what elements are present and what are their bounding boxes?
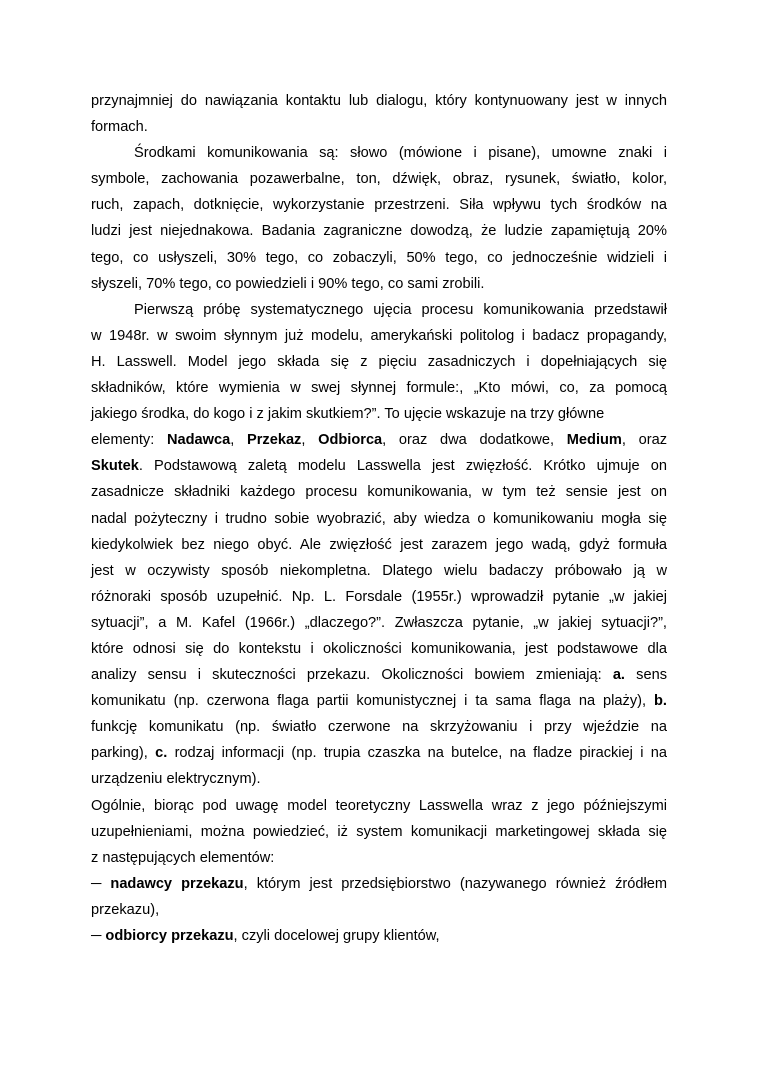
text-line: z następujących elementów: — [91, 849, 275, 866]
text-segment: , oraz — [621, 432, 668, 449]
text-line — [91, 453, 667, 479]
text-segment: parking), — [91, 745, 156, 762]
bold-term: odbiorcy przekazu — [105, 928, 234, 944]
text-line: jakiego środka, do kogo i z jakim skutkiem?”. To ujęcie wskazuje na trzy główne — [91, 406, 605, 423]
text-line: w 1948r. w swoim słynnym już modelu, amerykański politolog i badacz propagandy, — [91, 327, 667, 344]
text-line: słyszeli, 70% tego, co powiedzieli i 90% tego, co sami zrobili. — [91, 275, 485, 292]
paragraph — [91, 88, 667, 140]
text-line: nadal pożyteczny i trudno sobie wyobrazić, aby wiedza o komunikowaniu mogła się — [91, 510, 667, 527]
text-line: symbole, zachowania pozawerbalne, ton, dźwięk, obraz, rysunek, światło, kolor, — [91, 171, 667, 188]
text-line: przekazu), — [91, 901, 160, 918]
text-segment: analizy sensu i skuteczności przekazu. Okoliczności bowiem zmieniają: — [91, 667, 613, 684]
bold-term: Odbiorca — [318, 432, 383, 449]
text-segment: , — [301, 432, 319, 449]
text-line — [91, 923, 667, 949]
text-segment: ─ — [91, 928, 106, 944]
text-segment: , którym jest przedsiębiorstwo (nazywanego również źródłem — [243, 875, 667, 892]
text-line: przynajmniej do nawiązania kontaktu lub dialogu, który kontynuowany jest w innych — [91, 93, 667, 109]
text-segment: , czyli docelowej grupy klientów, — [233, 928, 440, 944]
text-line: składników, które wymienia w swej słynnej formule:, „Kto mówi, co, za pomocą — [91, 380, 667, 397]
bold-term: c. — [155, 745, 168, 762]
text-segment: elementy: — [91, 432, 167, 449]
text-line — [91, 688, 667, 714]
text-line — [91, 662, 667, 688]
paragraph — [91, 297, 667, 793]
text-line — [91, 427, 667, 453]
text-line: Ogólnie, biorąc pod uwagę model teoretyczny Lasswella wraz z jego późniejszymi — [91, 797, 667, 814]
text-line: ludzi jest niejednakowa. Badania zagraniczne dowodzą, że ludzie zapamiętują 20% — [91, 223, 667, 240]
text-segment: rodzaj informacji (np. trupia czaszka na butelce, na fladze pirackiej i na — [167, 745, 667, 762]
text-segment: , — [230, 432, 247, 449]
text-line — [91, 740, 667, 766]
text-line: Środkami komunikowania są: słowo (mówione i pisane), umowne znaki i — [134, 145, 667, 162]
bold-term: Skutek — [91, 458, 139, 475]
text-line: zasadnicze składniki każdego procesu komunikowania, w tym też sensie jest on — [91, 484, 667, 501]
text-line: różnoraki sposób uzupełnić. Np. L. Forsdale (1955r.) wprowadził pytanie „w jakiej — [91, 588, 667, 605]
text-line: jest w oczywisty sposób niekompletna. Dlatego wielu badaczy próbowało ją w — [91, 562, 667, 579]
text-line: uzupełnieniami, można powiedzieć, iż system komunikacji marketingowej składa się — [91, 823, 667, 840]
text-segment: , oraz dwa dodatkowe, — [382, 432, 567, 449]
text-line: formach. — [91, 119, 148, 136]
paragraph — [91, 140, 667, 297]
text-segment: komunikatu (np. czerwona flaga partii komunistycznej i ta sama flaga na plaży), — [91, 693, 655, 710]
bold-term: Przekaz — [247, 432, 302, 449]
bold-term: a. — [612, 667, 625, 684]
text-segment: ─ — [91, 875, 111, 892]
text-line: urządzeniu elektrycznym). — [91, 771, 261, 788]
text-line: H. Lasswell. Model jego składa się z pięciu zasadniczych i dopełniających się — [91, 353, 667, 370]
text-line: funkcję komunikatu (np. światło czerwone na skrzyżowaniu i przy wjeździe na — [91, 719, 667, 736]
text-line: kiedykolwiek bez niego obyć. Ale zwięzłość jest zarazem jego wadą, gdyż formuła — [91, 536, 667, 553]
text-line: tego, co usłyszeli, 30% tego, co zobaczyli, 50% tego, co jednocześnie widzieli i — [91, 249, 667, 266]
paragraph — [91, 793, 667, 950]
text-line: ruch, zapach, dotknięcie, wykorzystanie przestrzeni. Siła wpływu tych środków na — [91, 197, 667, 214]
bold-term: Medium — [566, 432, 622, 449]
text-line — [91, 871, 667, 897]
text-segment: . Podstawową zaletą modelu Lasswella jest zwięzłość. Krótko ujmuje on — [138, 458, 667, 475]
bold-term: nadawcy przekazu — [110, 875, 244, 892]
text-segment: sens — [624, 667, 667, 684]
text-line: które odnosi się do kontekstu i okoliczności komunikowania, jest podstawowe dla — [91, 640, 667, 657]
text-line: Pierwszą próbę systematycznego ujęcia procesu komunikowania przedstawił — [134, 301, 667, 318]
bold-term: Nadawca — [166, 432, 231, 449]
document-body — [91, 88, 667, 949]
text-line: sytuacji”, a M. Kafel (1966r.) „dlaczego?”. Zwłaszcza pytanie, „w jakiej sytuacji?”, — [91, 614, 667, 631]
bold-term: b. — [654, 693, 667, 710]
